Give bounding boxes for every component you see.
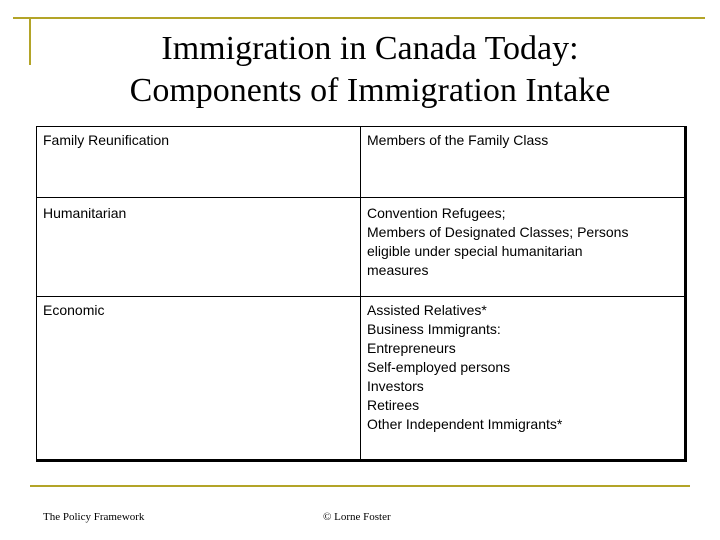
immigration-components-table <box>36 126 687 462</box>
component-line: Business Immigrants: <box>367 321 501 337</box>
slide-title <box>40 28 700 112</box>
components-cell <box>361 127 686 198</box>
components-cell <box>361 297 686 461</box>
component-line: Assisted Relatives* <box>367 302 487 318</box>
category-cell: Humanitarian <box>37 198 361 297</box>
component-line: Other Independent Immigrants* <box>367 416 563 432</box>
component-line: Investors <box>367 378 424 394</box>
category-cell: Economic <box>37 297 361 461</box>
component-line: Retirees <box>367 397 420 413</box>
title-line-1: Immigration in Canada Today: <box>161 30 579 67</box>
component-line: eligible under special humanitarian <box>367 243 583 259</box>
table-row <box>37 127 686 198</box>
component-line: Entrepreneurs <box>367 340 456 356</box>
component-line: measures <box>367 262 429 278</box>
footer-copyright: © Lorne Foster <box>323 511 391 523</box>
footer-left-text: The Policy Framework <box>43 511 145 523</box>
top-accent-line <box>13 17 705 19</box>
table-row <box>37 297 686 461</box>
left-accent-line <box>29 17 31 65</box>
components-cell <box>361 198 686 297</box>
title-line-2: Components of Immigration Intake <box>129 72 611 109</box>
category-cell: Family Reunification <box>37 127 361 198</box>
component-line: Convention Refugees; <box>367 205 506 221</box>
component-line: Members of the Family Class <box>367 132 549 148</box>
bottom-accent-line <box>30 485 690 487</box>
component-line: Self-employed persons <box>367 359 511 375</box>
component-line: Members of Designated Classes; Persons <box>367 224 629 240</box>
table-row <box>37 198 686 297</box>
